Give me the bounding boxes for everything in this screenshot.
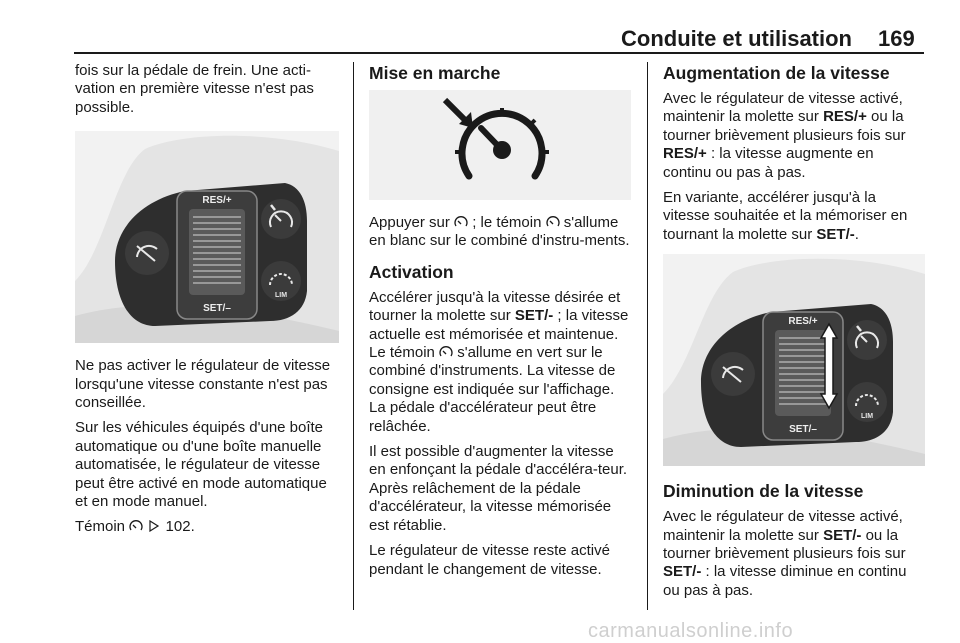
lim-label: LIM <box>274 292 288 300</box>
column-1 <box>75 62 341 544</box>
steering-controls-image <box>75 131 339 343</box>
cruise-control-icon <box>454 216 468 228</box>
steering-controls-image <box>663 254 925 466</box>
paragraph <box>663 508 925 600</box>
text-run: En variante, accélérer jusqu'à la vitesse souhaitée et la mémoriser en tournant la molette sur <box>663 189 908 243</box>
text-run: Avec le régulateur de vitesse activé, maintenir la molette sur <box>663 508 903 544</box>
column-2 <box>369 62 634 586</box>
page-number: 169 <box>878 26 915 51</box>
text-run: Témoin <box>75 518 126 536</box>
text-run: : la vitesse augmente en continu ou pas à pas. <box>663 145 874 181</box>
paragraph: Ne pas activer le régulateur de vitesse lorsqu'une vitesse constante n'est pas conseillée. <box>75 357 331 412</box>
column-3 <box>663 62 925 607</box>
res-plus-label: RES/+ <box>788 316 818 328</box>
text-run: . <box>854 225 859 243</box>
paragraph: Sur les véhicules équipés d'une boîte automatique ou d'une boîte manuelle automatisée, le régulateur de vitesse peut être activé en mode automatique et en mode manuel. <box>75 419 327 511</box>
section-title: Conduite et utilisation <box>621 26 852 51</box>
column-divider <box>353 62 354 610</box>
cruise-control-icon <box>129 520 143 532</box>
cruise-control-icon <box>439 346 453 358</box>
lim-label: LIM <box>860 413 874 421</box>
page-reference-arrow-icon <box>147 520 161 532</box>
text-run: s'allume en vert sur le combiné d'instruments. La vitesse de consigne est indiquée sur l'affichage. La pédale d'accélérateur peut être relâchée. <box>369 344 616 435</box>
cruise-control-icon <box>369 90 631 200</box>
text-run: ; la vitesse actuelle est mémorisée et maintenue. Le témoin <box>369 307 629 362</box>
page-reference: 102. <box>165 518 195 536</box>
heading-activation: Activation <box>369 261 454 282</box>
text-run: Appuyer sur <box>369 214 450 231</box>
bold-term: SET/- <box>823 526 862 544</box>
text-run: ; le témoin <box>472 214 542 231</box>
bold-term: SET/- <box>816 225 855 243</box>
cruise-control-symbol-image <box>369 90 631 200</box>
paragraph <box>369 289 634 436</box>
paragraph <box>663 90 925 182</box>
cruise-control-icon <box>546 216 560 228</box>
heading-mise-en-marche: Mise en marche <box>369 63 501 83</box>
bold-term: SET/- <box>514 307 554 325</box>
column-divider <box>647 62 648 610</box>
text-run: ou la tourner brièvement plusieurs fois sur <box>663 526 906 563</box>
paragraph: Il est possible d'augmenter la vitesse en enfonçant la pédale d'accéléra-teur. Après relâchement de la pédale d'accélérateur, la vitesse mémorisée est rétablie. <box>369 443 628 534</box>
heading-diminution: Diminution de la vitesse <box>663 481 864 502</box>
paragraph: Le régulateur de vitesse reste activé pendant le changement de vitesse. <box>369 542 610 578</box>
paragraph: fois sur la pédale de frein. Une acti-vation en première vitesse n'est pas possible. <box>75 62 314 116</box>
paragraph <box>369 214 634 251</box>
text-run: ou la tourner brièvement plusieurs fois sur <box>663 108 906 144</box>
bold-term: RES/+ <box>823 108 867 126</box>
set-minus-label: SET/– <box>203 303 231 315</box>
bold-term: SET/- <box>663 563 702 581</box>
header-rule <box>74 52 924 54</box>
text-run: : la vitesse diminue en continu ou pas à pas. <box>663 563 907 599</box>
text-run: Accélérer jusqu'à la vitesse désirée et tourner la molette sur <box>369 288 621 325</box>
bold-term: RES/+ <box>663 145 707 163</box>
set-minus-label: SET/– <box>789 424 817 436</box>
watermark: carmanualsonline.info <box>588 620 794 642</box>
res-plus-label: RES/+ <box>202 195 232 207</box>
paragraph <box>75 518 341 536</box>
text-run: s'allume en blanc sur le combiné d'instru-ments. <box>369 214 630 250</box>
paragraph <box>663 189 925 244</box>
text-run: Avec le régulateur de vitesse activé, maintenir la molette sur <box>663 90 903 126</box>
heading-augmentation: Augmentation de la vitesse <box>663 63 890 83</box>
